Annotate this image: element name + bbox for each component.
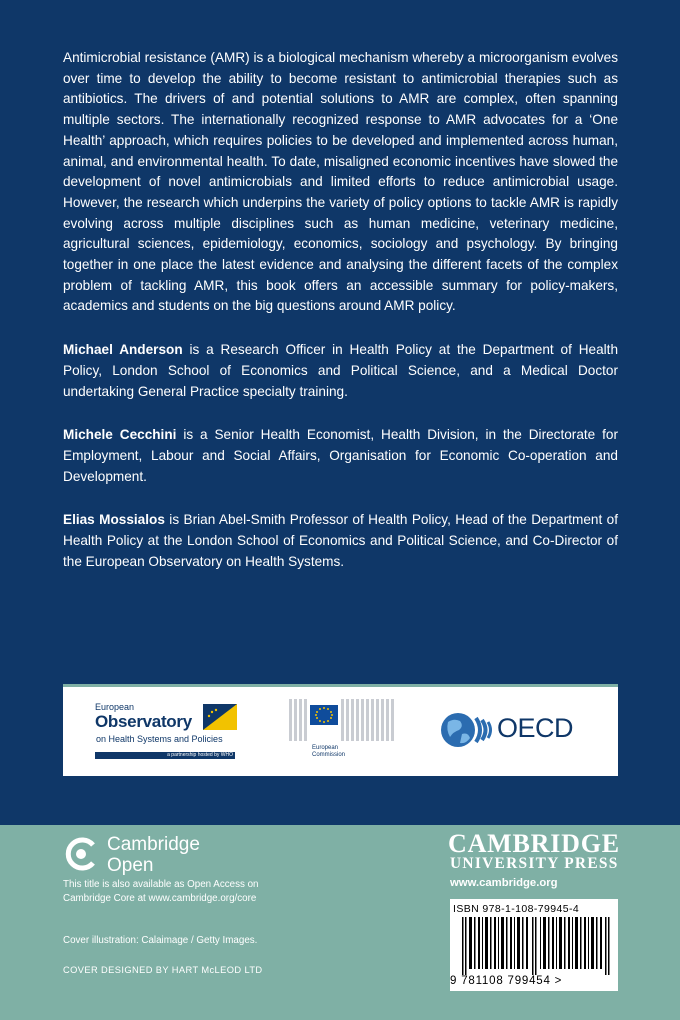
strip-accent-line: [63, 684, 618, 687]
oecd-logo: [440, 710, 590, 750]
isbn-label: ISBN 978-1-108-79945-4: [453, 903, 580, 915]
publisher-name: CAMBRIDGE: [448, 829, 620, 858]
publisher-url: www.cambridge.org: [450, 877, 558, 889]
observatory-line2: Observatory: [95, 712, 192, 731]
author-bio-3: [63, 510, 618, 572]
commission-building-icon: [289, 695, 397, 745]
back-cover-text: [63, 48, 618, 595]
cover-illustration-credit: Cover illustration: Calaimage / Getty Images.: [63, 935, 258, 946]
observatory-line3: on Health Systems and Policies: [96, 734, 223, 744]
observatory-logo: [95, 702, 240, 762]
oecd-globe-icon: [440, 710, 494, 750]
european-commission-logo: [289, 695, 397, 765]
author-text-3: is Brian Abel-Smith Professor of Health Policy, Head of the Department of Health Policy at the London School of Economics and Political Science, and Co-Director of the European Observatory on Health Systems.: [63, 512, 619, 569]
publisher-subtitle: UNIVERSITY PRESS: [450, 855, 619, 872]
cambridge-open-wordmark: [107, 834, 200, 876]
author-name-1: Michael Anderson: [63, 342, 183, 358]
barcode-digits: 9 781108 799454 >: [450, 975, 563, 987]
partner-logo-strip: [63, 684, 618, 776]
barcode-bars: [462, 917, 612, 975]
commission-line1: European: [312, 745, 339, 751]
observatory-tagline: a partnership hosted by WHO: [95, 752, 235, 759]
observatory-line1: European: [95, 702, 135, 712]
cover-designer-credit: COVER DESIGNED BY HART McLEOD LTD: [63, 965, 263, 975]
author-name-2: Michele Cecchini: [63, 427, 177, 443]
author-name-3: Elias Mossialos: [63, 512, 165, 528]
commission-caption: [312, 745, 345, 759]
book-blurb: Antimicrobial resistance (AMR) is a biological mechanism whereby a microorganism evolves over time to develop the ability to become resistant to antimicrobial therapies such as antibiotics. The drivers of and potential solutions to AMR are complex, often spanning multiple sectors. The internationally recognized response to AMR advocates for a ‘One Health’ approach, which requires policies to be developed and implemented across human, animal, and environmental health. To date, misaligned economic incentives have slowed the development of novel antimicrobials and limited efforts to reduce antimicrobial usage. However, the research which underpins the variety of policy options to tackle AMR is rapidly evolving across multiple disciplines such as human medicine, veterinary medicine, agricultural sciences, epidemiology, economics, sociology and psychology. By bringing together in one place the latest evidence and analysing the different facets of the complex problem of tackling AMR, this book offers an accessible summary for policy-makers, academics and students on the big questions around AMR policy.: [63, 50, 618, 314]
oecd-wordmark: OECD: [497, 713, 574, 743]
author-text-2: is a Senior Health Economist, Health Division, in the Directorate for Employment, Labour and Social Affairs, Organisation for Economic Co-operation and Development.: [63, 427, 618, 484]
isbn-barcode: [450, 899, 618, 991]
commission-line2: Commission: [312, 752, 346, 758]
observatory-flag-icon: [203, 704, 237, 730]
author-text-1: is a Research Officer in Health Policy at the Department of Health Policy, London School of Economics and Political Science, and a Medical Doctor undertaking General Practice specialty training.: [63, 342, 619, 399]
cambridge-open-line1: Cambridge: [107, 834, 200, 855]
cambridge-open-line2: Open: [107, 855, 154, 876]
author-bio-1: [63, 340, 618, 402]
publisher-footer: [0, 825, 680, 1020]
open-access-note: This title is also available as Open Access on Cambridge Core at www.cambridge.org/core: [63, 879, 259, 904]
author-bio-2: [63, 425, 618, 487]
cambridge-open-ring-icon: [63, 836, 99, 872]
